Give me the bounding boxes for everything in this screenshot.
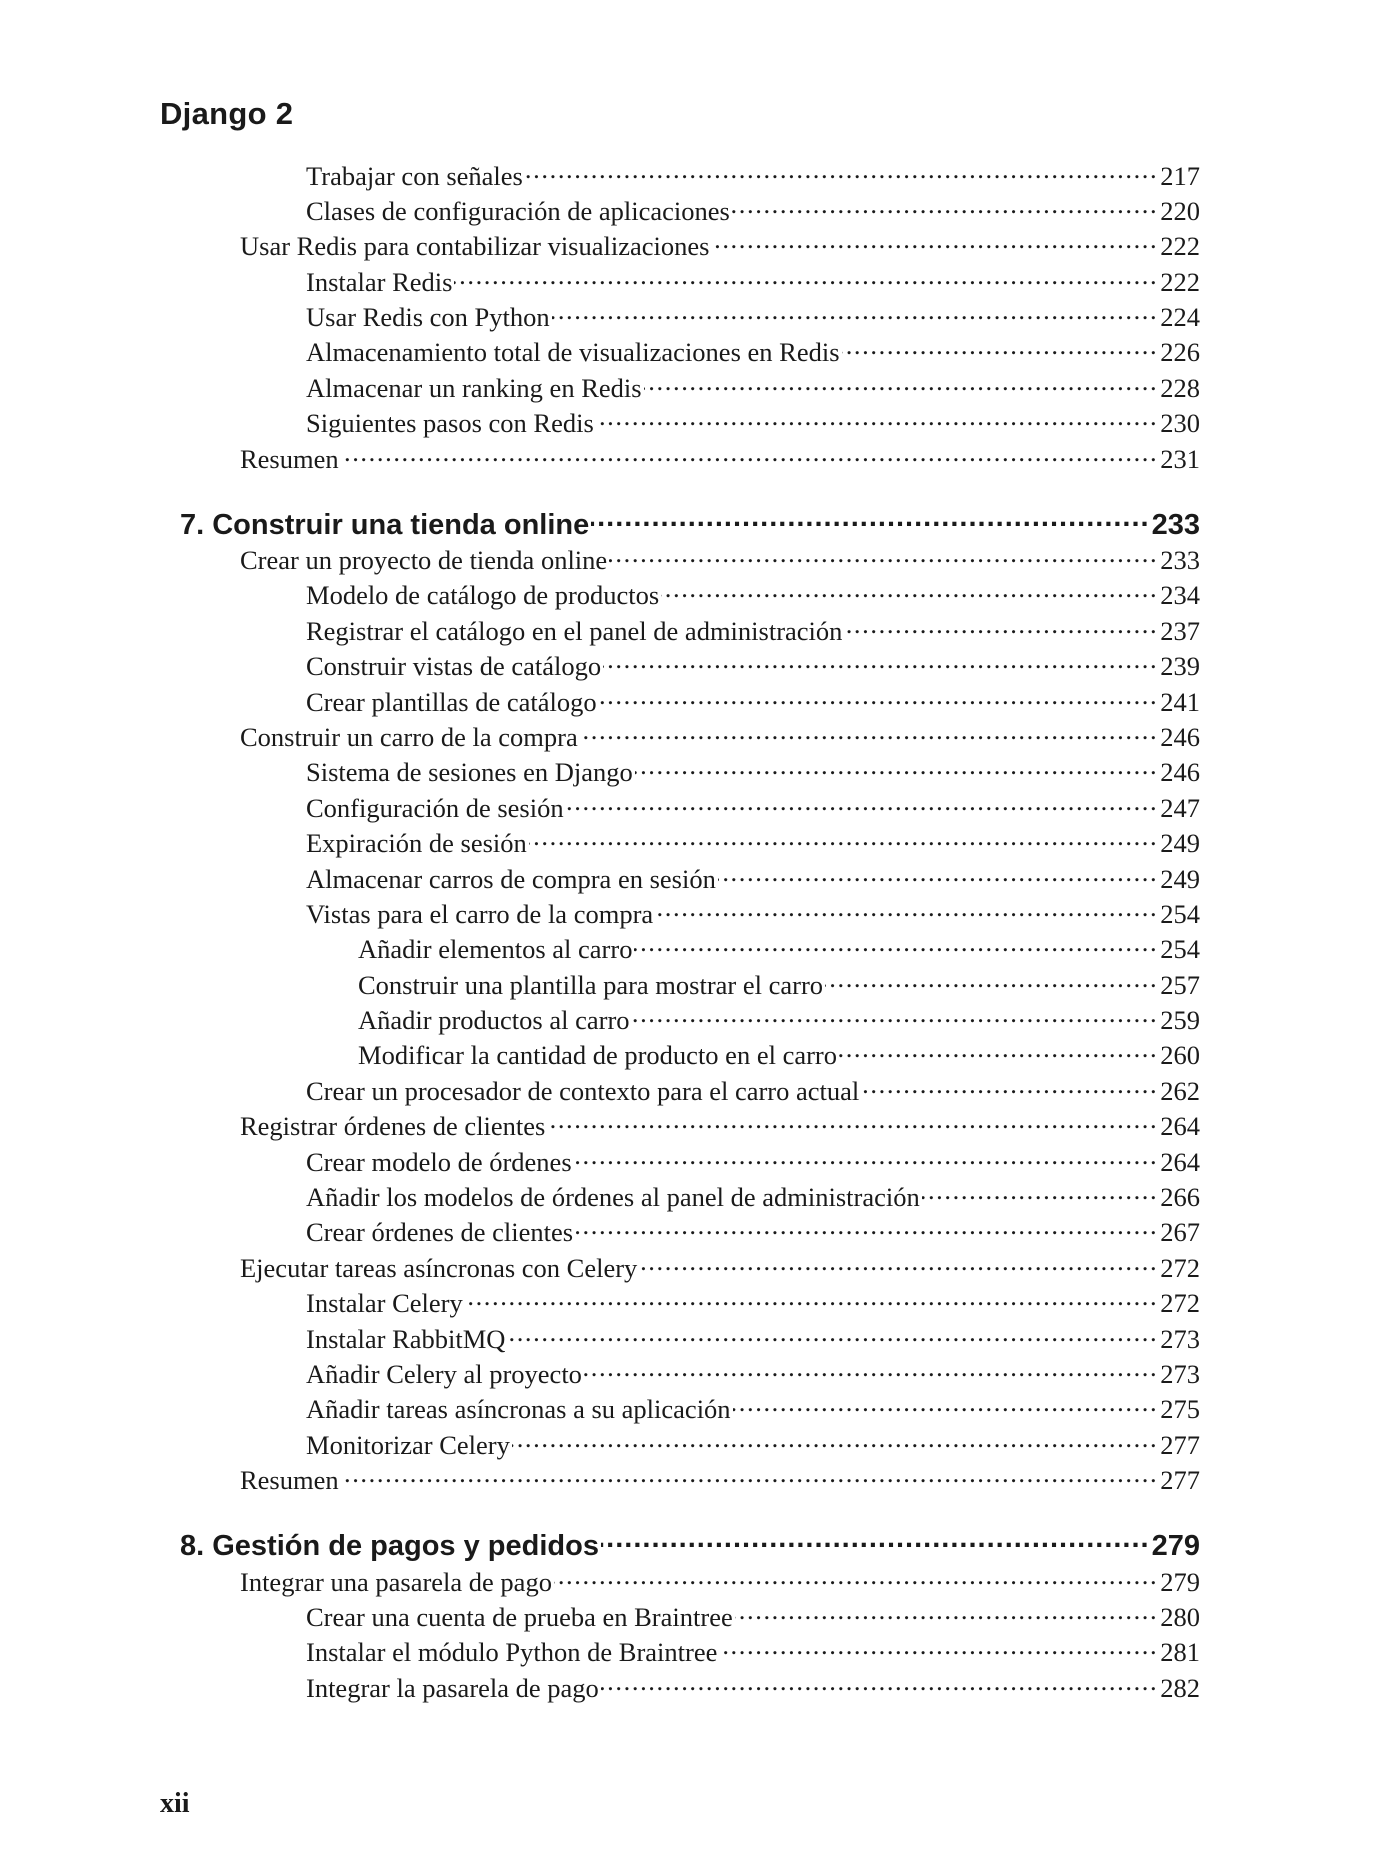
toc-entry-row (0, 896, 1200, 931)
toc-entry-page: 233 (1160, 545, 1200, 576)
toc-entry-title: Almacenar carros de compra en sesión (306, 863, 716, 894)
toc-entry-title: Usar Redis para contabilizar visualizaciones (240, 231, 710, 262)
toc-entry-row (0, 370, 1200, 405)
toc-entry-page: 217 (1160, 160, 1200, 191)
toc-entry-page: 282 (1160, 1672, 1200, 1703)
dot-leader (825, 967, 1158, 994)
dot-leader (839, 1038, 1158, 1065)
toc-entry-page: 277 (1160, 1429, 1200, 1460)
toc-entry-page: 222 (1160, 266, 1200, 297)
toc-entry-row (0, 1144, 1200, 1179)
dot-leader (719, 1635, 1158, 1662)
dot-leader (580, 719, 1158, 746)
toc-entry-page: 254 (1160, 898, 1200, 929)
page-number: xii (160, 1788, 190, 1819)
dot-leader (512, 1427, 1158, 1454)
toc-entry-page: 246 (1160, 757, 1200, 788)
dot-leader (575, 1215, 1158, 1242)
toc-entry-page: 224 (1160, 302, 1200, 333)
dot-leader (591, 505, 1149, 534)
toc-entry-row (0, 335, 1200, 370)
toc-entry-page: 241 (1160, 686, 1200, 717)
toc-entry-page: 281 (1160, 1637, 1200, 1668)
toc-entry-title: Añadir tareas asíncronas a su aplicación (306, 1394, 731, 1425)
toc-entry-page: 249 (1160, 863, 1200, 894)
toc-entry-row (0, 1357, 1200, 1392)
toc-entry-page: 260 (1160, 1040, 1200, 1071)
toc-entry-page: 272 (1160, 1252, 1200, 1283)
toc-entry-page: 264 (1160, 1111, 1200, 1142)
toc-entry-row (0, 1635, 1200, 1670)
dot-leader (632, 1003, 1159, 1030)
toc-entry-title: Modificar la cantidad de producto en el carro (358, 1040, 837, 1071)
dot-leader (341, 1463, 1159, 1490)
toc-entry-row (0, 1215, 1200, 1250)
dot-leader (639, 1250, 1158, 1277)
toc-entry-title: Construir un carro de la compra (240, 721, 578, 752)
toc-entry-page: 228 (1160, 372, 1200, 403)
toc-entry-page: 220 (1160, 195, 1200, 226)
toc-entry-title: Crear modelo de órdenes (306, 1146, 572, 1177)
dot-leader (635, 755, 1158, 782)
dot-leader (599, 684, 1159, 711)
toc-entry-title: Añadir elementos al carro (358, 934, 633, 965)
toc-entry-title: Instalar Celery (306, 1288, 463, 1319)
toc-entry-row (0, 1599, 1200, 1634)
dot-leader (547, 1109, 1158, 1136)
toc-entry-title: Configuración de sesión (306, 792, 564, 823)
toc-entry-title: Registrar el catálogo en el panel de administración (306, 615, 843, 646)
toc-entry-page: 273 (1160, 1359, 1200, 1389)
toc-entry-row (0, 1321, 1200, 1356)
toc-entry-title: Modelo de catálogo de productos (306, 580, 660, 611)
toc-entry-row (0, 1038, 1200, 1073)
toc-entry-row (0, 755, 1200, 790)
toc-entry-row (0, 406, 1200, 441)
toc-entry-page: 273 (1160, 1323, 1200, 1354)
toc-entry-page: 277 (1160, 1465, 1200, 1496)
toc-entry-title: Expiración de sesión (306, 828, 527, 859)
toc-entry-row (0, 1392, 1200, 1427)
toc-entry-page: 233 (1151, 508, 1200, 541)
toc-chapter-row (0, 1526, 1200, 1564)
toc-entry-row (0, 264, 1200, 299)
dot-leader (525, 158, 1158, 185)
dot-leader (554, 1564, 1158, 1591)
toc-entry-title: Instalar RabbitMQ (306, 1323, 506, 1354)
toc-entry-title: Añadir los modelos de órdenes al panel de administración (306, 1182, 920, 1213)
toc-entry-title: Resumen (240, 443, 339, 474)
dot-leader (661, 578, 1158, 605)
dot-leader (454, 264, 1158, 291)
toc-entry-page: 259 (1160, 1005, 1200, 1036)
toc-entry-title: Crear un proyecto de tienda online (240, 545, 608, 576)
toc-entry-title: 8. Gestión de pagos y pedidos (180, 1530, 599, 1563)
toc-entry-row (0, 932, 1200, 967)
toc-entry-row (0, 861, 1200, 896)
toc-entry-page: 279 (1160, 1566, 1200, 1597)
toc-entry-row (0, 790, 1200, 825)
dot-leader (507, 1321, 1158, 1348)
dot-leader (341, 441, 1159, 468)
dot-leader (732, 193, 1158, 220)
dot-leader (733, 1392, 1159, 1419)
toc-entry-title: Siguientes pasos con Redis (306, 408, 594, 439)
toc-entry-page: 237 (1160, 615, 1200, 646)
toc-entry-row (0, 1180, 1200, 1215)
toc-entry-title: Instalar Redis (306, 266, 453, 297)
toc-entry-title: Almacenamiento total de visualizaciones en Redis (306, 337, 840, 368)
toc-entry-page: 254 (1160, 934, 1200, 965)
toc-entry-page: 231 (1160, 443, 1200, 474)
toc-entry-title: Registrar órdenes de clientes (240, 1111, 546, 1142)
toc-entry-row (0, 578, 1200, 613)
toc-entry-row (0, 826, 1200, 861)
toc-entry-title: Clases de configuración de aplicaciones (306, 195, 730, 226)
toc-entry-title: Crear plantillas de catálogo (306, 686, 597, 717)
toc-entry-title: Añadir productos al carro (358, 1005, 630, 1036)
toc-entry-page: 234 (1160, 580, 1200, 611)
toc-chapter-row (0, 505, 1200, 543)
dot-leader (609, 543, 1158, 570)
toc-entry-row (0, 684, 1200, 719)
toc-entry-title: Resumen (240, 1465, 339, 1496)
toc-entry-row (0, 613, 1200, 648)
toc-entry-title: Crear una cuenta de prueba en Braintree (306, 1601, 733, 1632)
toc-entry-title: Almacenar un ranking en Redis (306, 372, 642, 403)
toc-entry-page: 246 (1160, 721, 1200, 752)
dot-leader (584, 1357, 1158, 1384)
toc-entry-row (0, 1670, 1200, 1705)
dot-leader (922, 1180, 1159, 1207)
table-of-contents (0, 158, 1388, 1706)
toc-entry-title: Crear un procesador de contexto para el carro actual (306, 1075, 860, 1106)
toc-entry-page: 247 (1160, 792, 1200, 823)
toc-entry-row (0, 300, 1200, 335)
toc-entry-page: 230 (1160, 408, 1200, 439)
dot-leader (603, 649, 1158, 676)
toc-entry-title: Sistema de sesiones en Django (306, 757, 633, 788)
dot-leader (596, 406, 1158, 433)
toc-entry-title: Ejecutar tareas asíncronas con Celery (240, 1252, 638, 1283)
toc-entry-title: Construir una plantilla para mostrar el carro (358, 969, 824, 1000)
toc-entry-title: Trabajar con señales (306, 160, 523, 191)
toc-entry-page: 279 (1151, 1530, 1200, 1563)
toc-entry-page: 280 (1160, 1601, 1200, 1632)
toc-entry-row (0, 158, 1200, 193)
dot-leader (574, 1144, 1159, 1171)
toc-entry-row (0, 719, 1200, 754)
toc-entry-title: Añadir Celery al proyecto (306, 1359, 582, 1389)
dot-leader (735, 1599, 1159, 1626)
running-head: Django 2 (160, 96, 294, 131)
toc-entry-row (0, 1564, 1200, 1599)
toc-entry-title: Instalar el módulo Python de Braintree (306, 1637, 718, 1668)
toc-entry-row (0, 543, 1200, 578)
toc-entry-page: 275 (1160, 1394, 1200, 1425)
toc-entry-page: 257 (1160, 969, 1200, 1000)
dot-leader (601, 1670, 1158, 1697)
toc-entry-title: Monitorizar Celery (306, 1429, 510, 1460)
toc-entry-row (0, 193, 1200, 228)
dot-leader (552, 300, 1159, 327)
toc-entry-page: 239 (1160, 651, 1200, 682)
toc-entry-page: 249 (1160, 828, 1200, 859)
dot-leader (644, 370, 1159, 397)
toc-entry-row (0, 967, 1200, 1002)
toc-entry-title: Usar Redis con Python (306, 302, 550, 333)
dot-leader (711, 229, 1158, 256)
toc-entry-row (0, 1463, 1200, 1498)
toc-entry-row (0, 649, 1200, 684)
dot-leader (634, 932, 1158, 959)
toc-entry-page: 267 (1160, 1217, 1200, 1248)
dot-leader (842, 335, 1159, 362)
dot-leader (529, 826, 1158, 853)
toc-entry-row (0, 1427, 1200, 1462)
toc-entry-title: Construir vistas de catálogo (306, 651, 602, 682)
toc-entry-page: 222 (1160, 231, 1200, 262)
toc-entry-row (0, 229, 1200, 264)
dot-leader (566, 790, 1159, 817)
toc-entry-title: Integrar la pasarela de pago (306, 1672, 599, 1703)
toc-entry-page: 272 (1160, 1288, 1200, 1319)
dot-leader (655, 896, 1158, 923)
dot-leader (718, 861, 1158, 888)
toc-entry-title: Vistas para el carro de la compra (306, 898, 654, 929)
toc-entry-page: 266 (1160, 1182, 1200, 1213)
dot-leader (861, 1073, 1158, 1100)
toc-entry-page: 264 (1160, 1146, 1200, 1177)
toc-entry-title: Integrar una pasarela de pago (240, 1566, 552, 1597)
toc-entry-page: 226 (1160, 337, 1200, 368)
toc-entry-row (0, 1250, 1200, 1285)
toc-entry-row (0, 1109, 1200, 1144)
dot-leader (601, 1526, 1150, 1555)
dot-leader (844, 613, 1158, 640)
toc-entry-title: 7. Construir una tienda online (180, 508, 590, 541)
toc-entry-title: Crear órdenes de clientes (306, 1217, 574, 1248)
toc-entry-row (0, 1003, 1200, 1038)
toc-entry-row (0, 441, 1200, 476)
toc-entry-row (0, 1073, 1200, 1108)
toc-entry-row (0, 1286, 1200, 1321)
dot-leader (465, 1286, 1159, 1313)
toc-entry-page: 262 (1160, 1075, 1200, 1106)
